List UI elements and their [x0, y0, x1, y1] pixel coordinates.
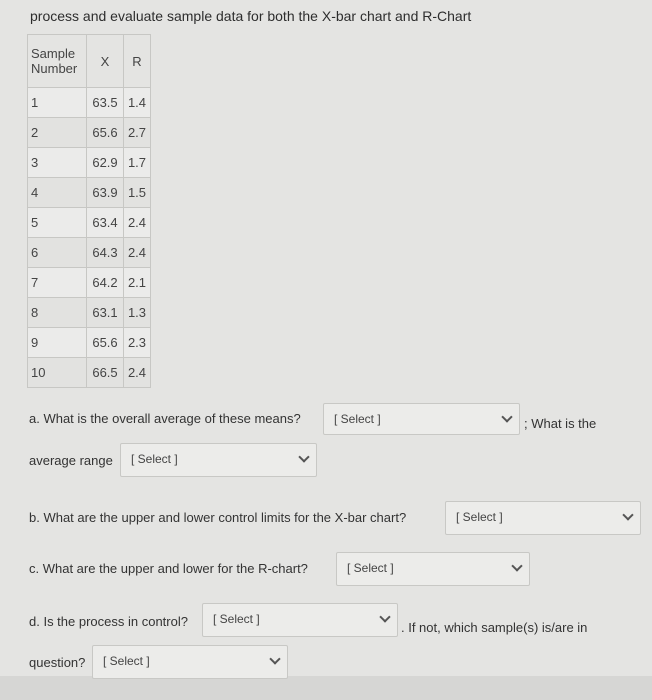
- table-row: [28, 268, 151, 298]
- cell-r: 2.4: [124, 238, 151, 268]
- cell-r: 2.1: [124, 268, 151, 298]
- table-row: [28, 88, 151, 118]
- header-sample-number: Sample Number: [28, 35, 87, 88]
- select-placeholder: [ Select ]: [347, 561, 394, 575]
- table-row: [28, 178, 151, 208]
- question-a-continued: ; What is the: [524, 416, 597, 431]
- instructions-text: process and evaluate sample data for both the X-bar chart and R-Chart: [30, 8, 472, 24]
- cell-x: 64.2: [87, 268, 124, 298]
- cell-r: 1.4: [124, 88, 151, 118]
- cell-x: 62.9: [87, 148, 124, 178]
- cell-sample-number: 2: [28, 118, 87, 148]
- cell-r: 2.7: [124, 118, 151, 148]
- select-placeholder: [ Select ]: [334, 412, 381, 426]
- chevron-down-icon: [511, 560, 522, 571]
- cell-r: 2.4: [124, 208, 151, 238]
- average-range-label: average range: [29, 453, 113, 468]
- cell-sample-number: 1: [28, 88, 87, 118]
- cell-x: 64.3: [87, 238, 124, 268]
- table-row: [28, 148, 151, 178]
- overall-average-select[interactable]: [323, 403, 520, 435]
- cell-r: 1.7: [124, 148, 151, 178]
- question-c-text: c. What are the upper and lower for the R-chart?: [29, 561, 308, 576]
- chevron-down-icon: [379, 611, 390, 622]
- cell-x: 63.1: [87, 298, 124, 328]
- table-header-row: [28, 35, 151, 88]
- question-label: question?: [29, 655, 86, 670]
- samples-in-question-select[interactable]: [92, 645, 288, 679]
- table-row: [28, 118, 151, 148]
- cell-x: 65.6: [87, 118, 124, 148]
- select-placeholder: [ Select ]: [131, 452, 178, 466]
- cell-r: 2.4: [124, 358, 151, 388]
- cell-r: 1.3: [124, 298, 151, 328]
- cell-sample-number: 4: [28, 178, 87, 208]
- cell-r: 2.3: [124, 328, 151, 358]
- xbar-control-limits-select[interactable]: [445, 501, 641, 535]
- cell-sample-number: 10: [28, 358, 87, 388]
- chevron-down-icon: [269, 653, 280, 664]
- cell-sample-number: 7: [28, 268, 87, 298]
- select-placeholder: [ Select ]: [103, 654, 150, 668]
- page-bottom-edge: [0, 676, 652, 700]
- table-row: [28, 328, 151, 358]
- sample-data-table: [27, 34, 151, 388]
- cell-x: 63.9: [87, 178, 124, 208]
- cell-sample-number: 8: [28, 298, 87, 328]
- question-a-text: a. What is the overall average of these means?: [29, 411, 301, 426]
- cell-x: 66.5: [87, 358, 124, 388]
- cell-x: 63.4: [87, 208, 124, 238]
- select-placeholder: [ Select ]: [456, 510, 503, 524]
- chevron-down-icon: [622, 509, 633, 520]
- chevron-down-icon: [501, 411, 512, 422]
- header-r: R: [124, 35, 151, 88]
- cell-x: 65.6: [87, 328, 124, 358]
- cell-r: 1.5: [124, 178, 151, 208]
- cell-sample-number: 6: [28, 238, 87, 268]
- select-placeholder: [ Select ]: [213, 612, 260, 626]
- chevron-down-icon: [298, 451, 309, 462]
- process-in-control-select[interactable]: [202, 603, 398, 637]
- table-row: [28, 238, 151, 268]
- question-b-text: b. What are the upper and lower control limits for the X-bar chart?: [29, 510, 407, 525]
- question-d-text: d. Is the process in control?: [29, 614, 188, 629]
- cell-x: 63.5: [87, 88, 124, 118]
- r-chart-limits-select[interactable]: [336, 552, 530, 586]
- question-d-continued: . If not, which sample(s) is/are in: [401, 620, 588, 635]
- table-row: [28, 208, 151, 238]
- average-range-select[interactable]: [120, 443, 317, 477]
- table-row: [28, 358, 151, 388]
- cell-sample-number: 3: [28, 148, 87, 178]
- cell-sample-number: 5: [28, 208, 87, 238]
- header-x: X: [87, 35, 124, 88]
- cell-sample-number: 9: [28, 328, 87, 358]
- table-row: [28, 298, 151, 328]
